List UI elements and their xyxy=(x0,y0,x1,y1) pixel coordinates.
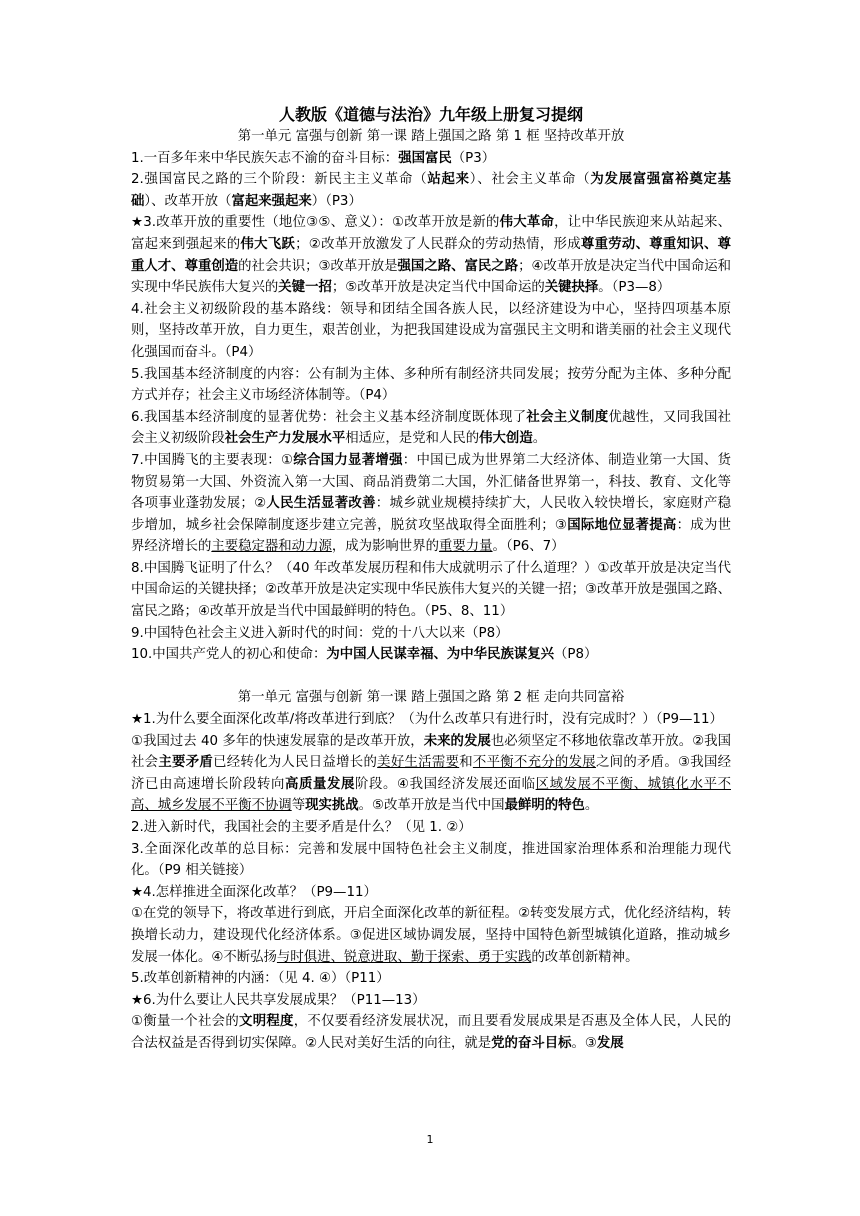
item-2-2: 2.进入新时代，我国社会的主要矛盾是什么？（见 1. ②） xyxy=(131,820,472,835)
section-heading-1: 第一单元 富强与创新 第一课 踏上强国之路 第 1 框 坚持改革开放 xyxy=(237,129,625,144)
item-1-8: 8.中国腾飞证明了什么？（40 年改革发展历程和伟大成就明示了什么道理？）①改革开放是决定当代中国命运的关键抉择；②改革开放是决定实现中华民族伟大复兴的关键一招；③改革开放是强国之路、富民之路；④改革开放是当代中国最鲜明的特色。（P5、8、11） xyxy=(131,560,731,620)
item-1-5: 5.我国基本经济制度的内容：公有制为主体、多种所有制经济共同发展；按劳分配为主体、多种分配方式并存；社会主义市场经济体制等。（P4） xyxy=(131,366,731,404)
section-spacer xyxy=(131,666,731,688)
item-2-3: 3.全面深化改革的总目标：完善和发展中国特色社会主义制度，推进国家治理体系和治理能力现代化。（P9 相关链接） xyxy=(131,841,731,879)
item-2-6-answer: ①衡量一个社会的文明程度，不仅要看经济发展状况，而且要看发展成果是否惠及全体人民，人民的合法权益是否得到切实保障。②人民对美好生活的向往，就是党的奋斗目标。③发展 xyxy=(131,1014,732,1051)
item-2-1-question: ★1.为什么要全面深化改革/将改革进行到底？（为什么改革只有进行时，没有完成时？）（P9—11） xyxy=(131,712,723,728)
item-1-4: 4.社会主义初级阶段的基本路线：领导和团结全国各族人民，以经济建设为中心，坚持四项基本原则，坚持改革开放，自力更生，艰苦创业，为把我国建设成为富强民主文明和谐美丽的社会主义现代化强国而奋斗。（P4） xyxy=(131,301,731,360)
item-1-7: 7.中国腾飞的主要表现：①综合国力显著增强：中国已成为世界第二大经济体、制造业第一大国、货物贸易第一大国、外资流入第一大国、商品消费第二大国，外汇储备世界第一，科技、教育、文化等各项事业蓬勃发展；②人民生活显著改善：城乡就业规模持续扩大，人民收入较快增长，家庭财产稳步增加，城乡社会保障制度逐步建立完善，脱贫攻坚战取得全面胜利；③国际地位显著提高：成为世界经济增长的主要稳定器和动力源，成为影响世界的重要力量。（P6、7） xyxy=(131,452,732,555)
item-2-5: 5.改革创新精神的内涵：（见 4. ④）（P11） xyxy=(131,971,390,987)
item-2-4-answer: ①在党的领导下，将改革进行到底，开启全面深化改革的新征程。②转变发展方式，优化经济结构，转换增长动力，建设现代化经济体系。③促进区域协调发展，坚持中国特色新型城镇化道路，推动城乡发展一体化。④不断弘扬与时俱进、锐意进取、勤于探索、勇于实践的改革创新精神。 xyxy=(131,906,731,965)
item-1-6: 6.我国基本经济制度的显著优势：社会主义基本经济制度既体现了社会主义制度优越性，又同我国社会主义初级阶段社会生产力发展水平相适应，是党和人民的伟大创造。 xyxy=(131,409,731,447)
page-number: 1 xyxy=(426,1133,434,1146)
item-1-9: 9.中国特色社会主义进入新时代的时间：党的十八大以来（P8） xyxy=(131,625,509,641)
item-1-3: ★3.改革开放的重要性（地位③⑤、意义）：①改革开放是新的伟大革命，让中华民族迎来从站起来、富起来到强起来的伟大飞跃；②改革开放激发了人民群众的劳动热情，形成尊重劳动、尊重知识、尊重人才、尊重创造的社会共识；③改革开放是强国之路、富民之路；④改革开放是决定当代中国命运和实现中华民族伟大复兴的关键一招；⑤改革开放是决定当代中国命运的关键抉择。（P3—8） xyxy=(131,215,732,296)
section-heading-2: 第一单元 富强与创新 第一课 踏上强国之路 第 2 框 走向共同富裕 xyxy=(237,690,625,706)
item-2-6-question: ★6.为什么要让人民共享发展成果？（P11—13） xyxy=(131,992,426,1008)
item-1-2: 2.强国富民之路的三个阶段：新民主主义革命（站起来）、社会主义革命（为发展富强富裕奠定基础）、改革开放（富起来强起来）（P3） xyxy=(131,172,731,209)
item-1-1: 1.一百多年来中华民族矢志不渝的奋斗目标：强国富民（P3） xyxy=(131,150,496,166)
document-body xyxy=(131,104,731,1055)
item-2-1-answer: ①我国过去 40 多年的快速发展靠的是改革开放，未来的发展也必须坚定不移地依靠改革开放。②我国社会主要矛盾已经转化为人民日益增长的美好生活需要和不平衡不充分的发展之间的矛盾。③我国经济已由高速增长阶段转向高质量发展阶段。④我国经济发展还面临区域发展不平衡、城镇化水平不高、城乡发展不平衡不协调等现实挑战。⑤改革开放是当代中国最鲜明的特色。 xyxy=(131,733,732,814)
document-title: 人教版《道德与法治》九年级上册复习提纲 xyxy=(278,105,583,124)
item-2-4-question: ★4.怎样推进全面深化改革？（P9—11） xyxy=(131,884,377,900)
item-1-10: 10.中国共产党人的初心和使命：为中国人民谋幸福、为中华民族谋复兴（P8） xyxy=(131,647,598,663)
